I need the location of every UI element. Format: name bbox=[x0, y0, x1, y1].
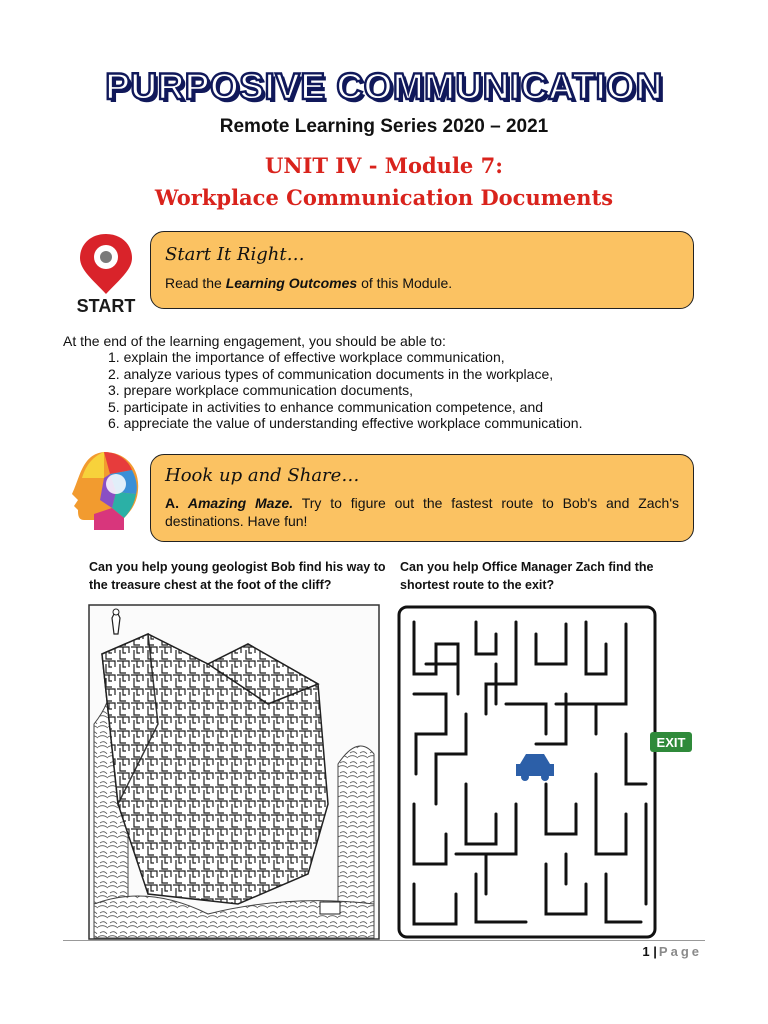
page-number: 1 bbox=[642, 944, 650, 959]
hook-up-callout bbox=[150, 454, 694, 542]
hook-up-text: A. Amazing Maze. Try to figure out the fastest route to Bob's and Zach's destinations. Have fun! bbox=[165, 495, 680, 529]
page-word: Page bbox=[658, 944, 702, 959]
list-item: 3. prepare workplace communication documents, bbox=[108, 382, 414, 398]
start-it-right-heading: Start It Right… bbox=[165, 244, 305, 265]
amazing-maze-emphasis: Amazing Maze. bbox=[187, 495, 294, 511]
hook-up-heading: Hook up and Share… bbox=[165, 465, 360, 486]
unit-title bbox=[0, 150, 768, 214]
unit-title-line1: UNIT IV - Module 7: bbox=[265, 153, 503, 178]
start-icon bbox=[64, 228, 148, 318]
office-maze[interactable] bbox=[396, 604, 692, 940]
outcomes-list bbox=[108, 349, 582, 432]
list-item: 2. analyze various types of communication documents in the workplace, bbox=[108, 365, 554, 382]
list-item: 5. participate in activities to enhance communication competence, and bbox=[108, 398, 544, 415]
outcomes-intro: At the end of the learning engagement, you should be able to: bbox=[63, 333, 446, 349]
start-it-right-callout bbox=[150, 231, 694, 309]
exit-label: EXIT bbox=[656, 735, 686, 750]
start-it-right-text: Read the Learning Outcomes of this Module. bbox=[165, 275, 453, 291]
document-title: PURPOSIVE COMMUNICATION bbox=[105, 66, 663, 107]
right-maze-question: Can you help Office Manager Zach find the shortest route to the exit? bbox=[400, 560, 654, 592]
colorful-head-icon bbox=[64, 448, 146, 532]
footer-separator: | bbox=[653, 944, 657, 959]
left-maze-question: Can you help young geologist Bob find his way to the treasure chest at the foot of the cliff? bbox=[89, 560, 386, 592]
list-item: 1. explain the importance of effective workplace communication, bbox=[108, 349, 505, 365]
unit-title-line2: Workplace Communication Documents bbox=[154, 185, 614, 210]
footer-divider bbox=[63, 940, 705, 941]
start-icon-label: START bbox=[76, 296, 136, 316]
cliff-maze-illustration[interactable] bbox=[88, 604, 380, 940]
list-item: 6. appreciate the value of understanding effective workplace communication. bbox=[108, 415, 583, 431]
learning-outcomes-emphasis: Learning Outcomes bbox=[225, 275, 358, 291]
series-subtitle: Remote Learning Series 2020 – 2021 bbox=[219, 116, 549, 137]
page-footer bbox=[642, 944, 702, 959]
